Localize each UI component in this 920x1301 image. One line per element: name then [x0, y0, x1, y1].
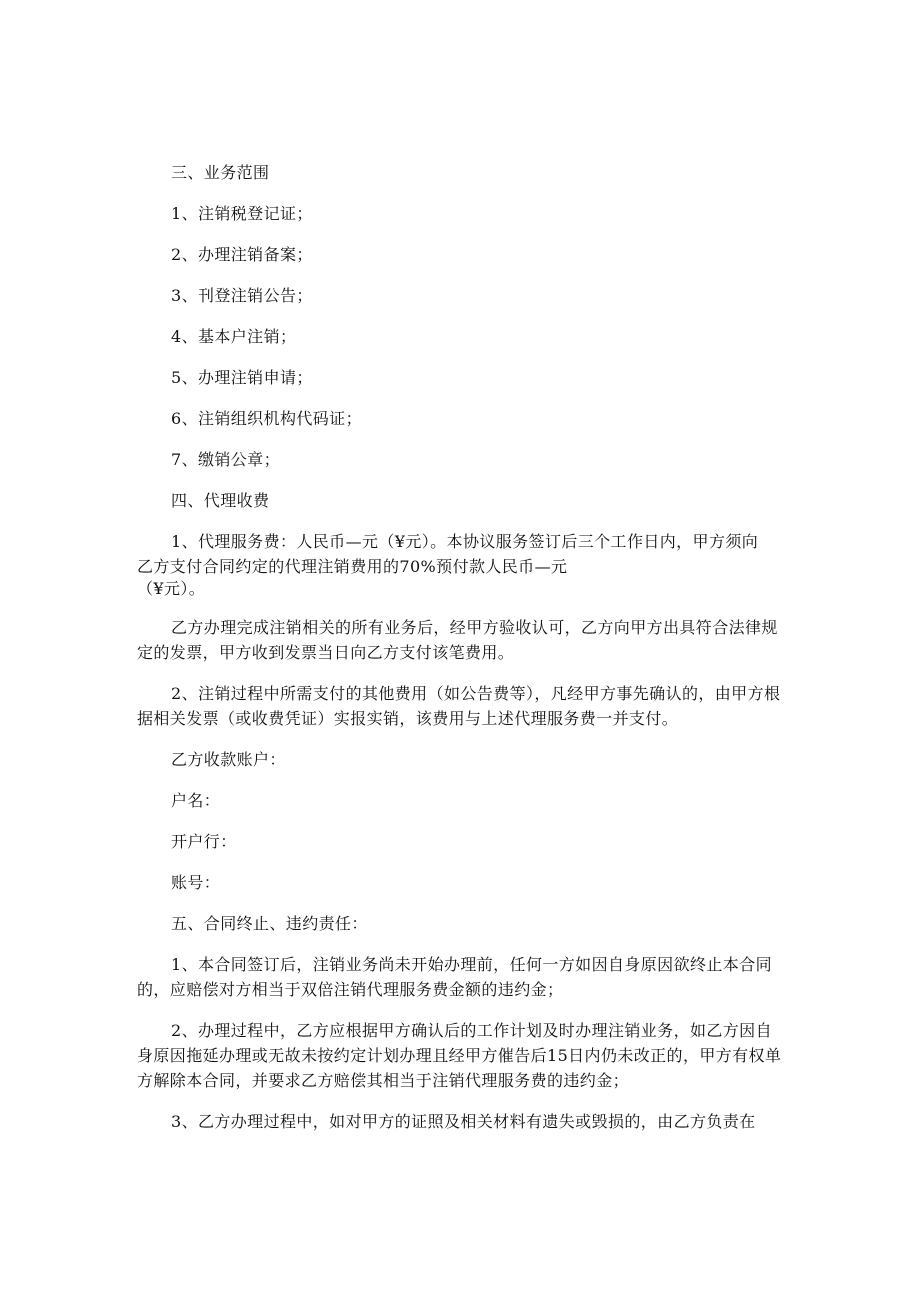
list-item: 6、注销组织机构代码证； — [171, 409, 362, 428]
list-item: 2、办理注销备案； — [171, 245, 313, 264]
list-item: 1、注销税登记证； — [171, 204, 313, 223]
paragraph: 3、乙方办理过程中，如对甲方的证照及相关材料有遗失或毁损的，由乙方负责在 — [171, 1112, 756, 1131]
fee-paragraph — [137, 529, 787, 599]
account-bank-label: 开户行： — [171, 832, 237, 851]
paragraph: 乙方办理完成注销相关的所有业务后，经甲方验收认可，乙方向甲方出具符合法律规定的发票，甲方收到发票当日向乙方支付该笔费用。 — [137, 618, 778, 662]
section-heading-fees: 四、代理收费 — [171, 491, 270, 510]
section-heading-scope: 三、业务范围 — [171, 163, 270, 182]
list-item: 5、办理注销申请； — [171, 368, 313, 387]
fee-line-2: 乙方支付合同约定的代理注销费用的70%预付款人民币—元 — [137, 557, 568, 576]
list-item: 7、缴销公章； — [171, 450, 280, 469]
paragraph: 2、注销过程中所需支付的其他费用（如公告费等），凡经甲方事先确认的，由甲方根据相关发票（或收费凭证）实报实销，该费用与上述代理服务费一并支付。 — [137, 684, 781, 728]
document-body — [137, 160, 787, 1134]
fee-line-3: （¥元）。 — [137, 579, 206, 598]
account-name-label: 户名： — [171, 791, 221, 810]
list-item: 4、基本户注销； — [171, 327, 297, 346]
account-heading: 乙方收款账户： — [171, 750, 286, 769]
account-number-label: 账号： — [171, 873, 221, 892]
paragraph: 2、办理过程中，乙方应根据甲方确认后的工作计划及时办理注销业务，如乙方因自身原因拖延办理或无故未按约定计划办理且经甲方催告后15日内仍未改正的，甲方有权单方解除本合同，并要求乙方赔偿其相当于注销代理服务费的违约金； — [137, 1021, 782, 1090]
fee-line-1: 1、代理服务费：人民币—元（¥元）。本协议服务签订后三个工作日内，甲方须向 — [171, 532, 759, 551]
section-heading-termination: 五、合同终止、违约责任： — [171, 914, 368, 933]
paragraph: 1、本合同签订后，注销业务尚未开始办理前，任何一方如因自身原因欲终止本合同的，应赔偿对方相当于双倍注销代理服务费金额的违约金； — [137, 955, 772, 999]
list-item: 3、刊登注销公告； — [171, 286, 313, 305]
